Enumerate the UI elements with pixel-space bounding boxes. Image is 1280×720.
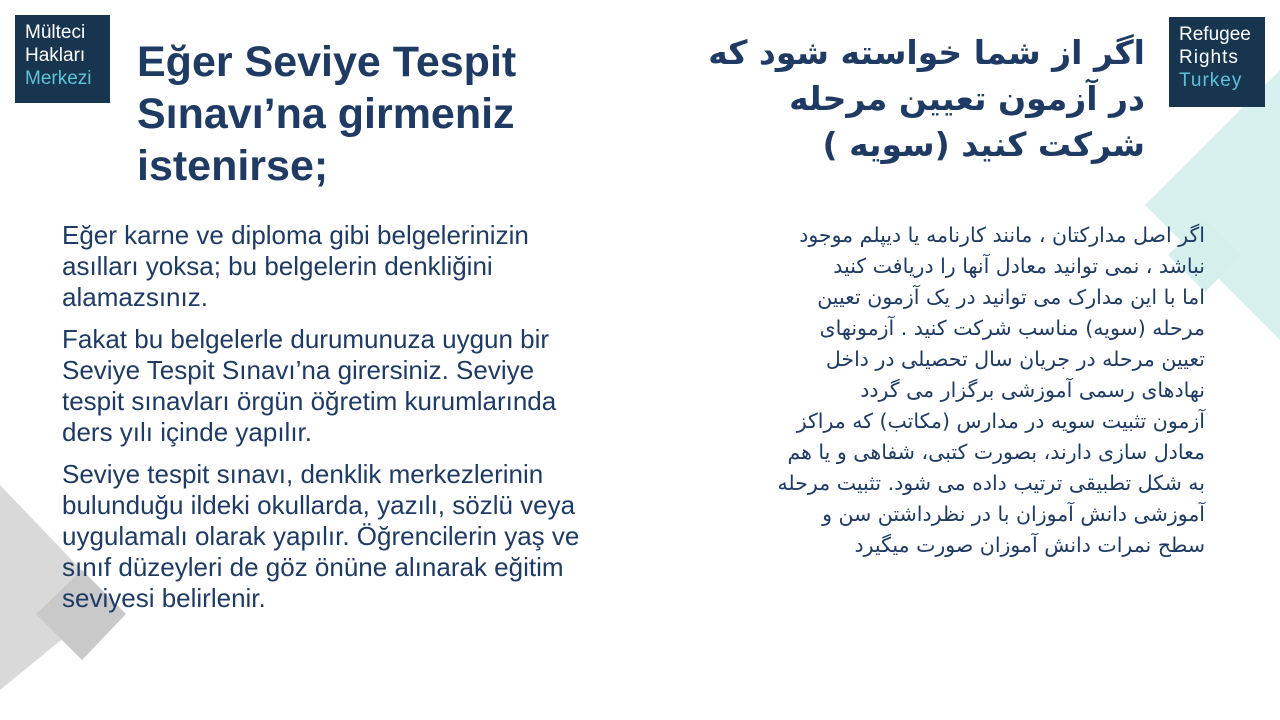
page-title-persian: اگر از شما خواسته شود که در آزمون تعیین مرحله شرکت کنید (سویه ) xyxy=(708,33,1145,164)
persian-line: مرحله (سویه) مناسب شرکت کنید . آزمونهای xyxy=(819,316,1205,340)
persian-line: آزمون تثبیت سویه در مدارس (مکاتب) که مراکز xyxy=(796,409,1205,433)
persian-line: نباشد ، نمی توانید معادل آنها را دریافت کنید xyxy=(833,254,1205,278)
paragraph-1: Eğer karne ve diploma gibi belgelerinizin asılları yoksa; bu belgelerin denkliğini alamazsınız. xyxy=(62,220,529,312)
persian-line: اما با این مدارک می توانید در یک آزمون تعیین xyxy=(817,285,1205,309)
body-turkish xyxy=(62,220,602,625)
persian-line: به شکل تطبیقی ترتیب داده می شود. تثبیت مرحله xyxy=(777,471,1205,495)
persian-line: آموزشی دانش آموزان با در نظرداشتن سن و xyxy=(822,502,1205,526)
paragraph-3: Seviye tespit sınavı, denklik merkezlerinin bulunduğu ildeki okullarda, yazılı, sözlü veya uygulamalı olarak yapılır. Öğrencilerin yaş ve sınıf düzeyleri de göz önüne alınarak eğitim seviyesi belirlenir. xyxy=(62,459,580,613)
persian-line: سطح نمرات دانش آموزان صورت میگیرد xyxy=(854,533,1205,557)
body-persian xyxy=(680,220,1205,561)
logo-line-1: Refugee xyxy=(1179,24,1251,45)
persian-line: اگر اصل مدارکتان ، مانند کارنامه یا دیپلم موجود xyxy=(799,223,1205,247)
logo-line-2: Hakları xyxy=(25,45,86,66)
logo-line-3: Turkey xyxy=(1179,70,1243,91)
logo-line-2: Rights xyxy=(1179,47,1239,68)
page-title-turkish: Eğer Seviye Tespit Sınavı’na girmeniz istenirse; xyxy=(137,38,517,190)
persian-line: معادل سازی دارند، بصورت کتبی، شفاهی و یا هم xyxy=(787,440,1205,464)
persian-line: نهادهای رسمی آموزشی برگزار می گردد xyxy=(860,378,1205,402)
persian-line: تعیین مرحله در جریان سال تحصیلی در داخل xyxy=(825,347,1205,371)
logo-refugee-rights-turkey xyxy=(1169,17,1265,107)
paragraph-2: Fakat bu belgelerle durumunuza uygun bir Seviye Tespit Sınavı’na girersiniz. Seviye tespit sınavları örgün öğretim kurumlarında ders yılı içinde yapılır. xyxy=(62,324,557,447)
logo-line-1: Mülteci xyxy=(25,22,86,43)
logo-multeci-haklari-merkezi xyxy=(15,15,110,103)
logo-line-3: Merkezi xyxy=(25,68,92,89)
